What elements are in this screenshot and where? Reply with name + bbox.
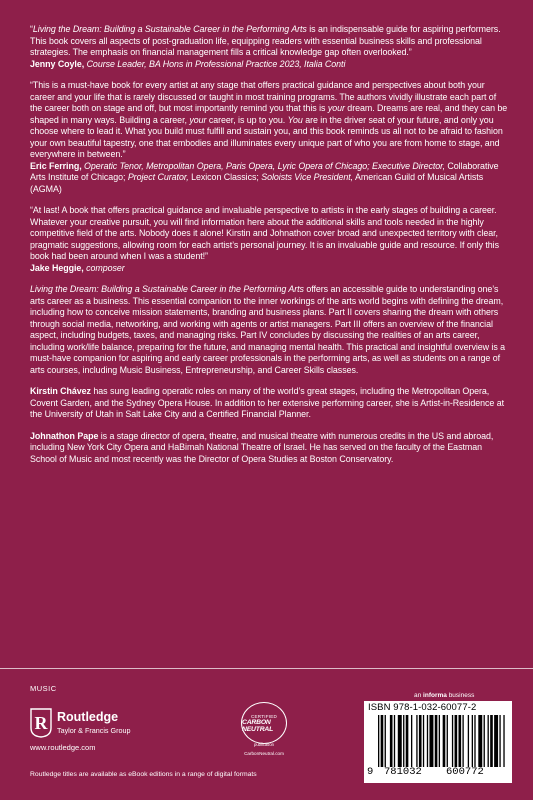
author-bios [30, 386, 508, 465]
informa-prefix: an [414, 692, 424, 699]
publisher-logo [30, 708, 200, 740]
text-run: Lexicon Classics; [188, 172, 262, 182]
text-run: “ [30, 24, 33, 34]
endorser-name: Jake Heggie, [30, 262, 84, 273]
text-run: Course Leader, BA Hons in Professional Practice 2023, Italia Conti [84, 58, 346, 69]
text-run: Operatic Tenor, Metropolitan Opera, Paris Opera, Lyric Opera of Chicago; Executive Director, [81, 160, 445, 171]
author-bio [30, 386, 508, 421]
informa-brand: informa [423, 692, 447, 699]
endorsement-quote [30, 80, 508, 161]
text-run: offers an accessible guide to understanding one’s arts career as a business. This essential companion to the inner workings of the arts world begins with defining the dream, including how to conceive mission statements, branding and business plans. Part II covers sharing the dream with others through social media, networking, and working with agents or artist managers. Part III offers an overview of the financial aspect, including budgets, taxes, and managing risks. Part IV concludes by discussing the realities of an arts career, including work/life balance, preparing for the future, and managing mental health. This practical and insightful overview is a must-have companion for aspiring and early career professionals in the performing arts, as well as students on a range of arts courses, including Music Business, Entrepreneurship, and Career Skills classes. [30, 284, 506, 375]
text-run: “This is a must-have book for every artist at any stage that offers practical guidance and perspectives about both your career and your life that is rarely discussed or taught in most training programs. The authors vividly illustrate each part of the career both on stage and off, but most importantly remind you that this is [30, 80, 497, 113]
author-bio-text: has sung leading operatic roles on many of the world’s great stages, including the Metropolitan Opera, Covent Garden, and the Sydney Opera House. In addition to her extensive performing career, she is Artist-in-Residence at the University of Utah in Salt Lake City and a Certified Financial Planner. [30, 386, 505, 419]
barcode-digit-group-2: 600772 [446, 766, 484, 778]
publisher-name: Routledge [57, 710, 119, 724]
book-description [30, 284, 508, 376]
text-run: your [327, 103, 345, 113]
svg-text:R: R [34, 713, 48, 733]
barcode-icon [378, 715, 506, 767]
text-run: Soloists Vice President, [261, 172, 354, 182]
text-run: You [287, 114, 303, 125]
endorser-name: Eric Ferring, [30, 160, 82, 171]
barcode-digit-lead: 9 [367, 766, 374, 778]
text-run: Project Curator, [127, 172, 189, 182]
text-run: are in the driver seat of your future, and only you choose where to lead it. What you build must fulfill and sustain you, and this book reminds us all not to be afraid to fashion your own beautiful tapestry, one that embodies and illuminates every unique part of who you are from home to stage, and everywhere in between.” [30, 114, 503, 159]
endorsement-attribution [30, 161, 508, 196]
seal-publication: publication [253, 742, 275, 747]
text-run: Living the Dream: Building a Sustainable Career in the Performing Arts [32, 24, 307, 34]
text-run: career, is up to you. [206, 114, 288, 125]
publisher-url[interactable]: www.routledge.com [30, 743, 96, 752]
carbon-neutral-seal [241, 702, 287, 744]
ebook-note: Routledge titles are available as eBook editions in a range of digital formats [30, 771, 257, 778]
informa-note [414, 692, 474, 699]
endorsement-attribution [30, 59, 508, 71]
author-bio-text: is a stage director of opera, theatre, and musical theatre with numerous credits in the US and abroad, including New York City Opera and HaBimah National Theatre of Israel. He has served on the faculty of the Eastman School of Music and most recently was the Director of Opera Studies at Boston Conservatory. [30, 430, 494, 464]
barcode-digit-group-1: 781032 [384, 766, 422, 778]
text-run: American Guild of Musical Artists (AGMA) [30, 172, 484, 194]
isbn-number: ISBN 978-1-032-60077-2 [368, 702, 477, 713]
text-run: is an indispensable guide for aspiring performers. This book covers all aspects of post-graduation life, equipping readers with essential business skills and professional strategies. The emphasis on financial management fills a critical knowledge gap often overlooked.” [30, 24, 501, 57]
text-run: composer [83, 262, 125, 273]
text-run: “At last! A book that offers practical guidance and invaluable perspective to artists in the early stages of building a career. Whatever your creative pursuit, you will find information here about the additional skills and tools needed in the highly competitive field of the arts. Nobody does it alone! Kirstin and Johnathon cover broad and unexpected territory with clear, pragmatic suggestions, allowing room for each artist’s personal journey. It is an invaluable guide and resource. If only this book had been around when I was a student!” [30, 205, 499, 261]
seal-certified: CERTIFIED [251, 713, 277, 719]
routledge-r-icon [30, 708, 52, 738]
author-name: Kirstin Chávez [30, 386, 91, 396]
author-name: Johnathon Pape [30, 430, 99, 441]
cover-text [30, 24, 508, 475]
informa-suffix: business [446, 692, 475, 699]
isbn-barcode-box [364, 701, 512, 783]
subject-category: MUSIC [30, 684, 57, 693]
seal-url: CarbonNeutral.com [244, 751, 284, 756]
divider [0, 668, 533, 669]
author-bio [30, 431, 508, 466]
text-run: dream. Dreams are real, and they can be shaped in many ways. Building a career, [30, 103, 508, 125]
seal-carbon-neutral: CARBON NEUTRAL [242, 718, 274, 733]
publisher-group: Taylor & Francis Group [57, 726, 131, 735]
text-run: your [189, 114, 207, 125]
text-run: Living the Dream: Building a Sustainable Career in the Performing Arts [30, 284, 304, 294]
endorser-name: Jenny Coyle, [30, 58, 85, 69]
endorsement-quote [30, 24, 508, 59]
endorsement-quote [30, 205, 508, 263]
text-run: Collaborative Arts Institute of Chicago; [30, 160, 499, 182]
endorsements [30, 24, 508, 274]
endorsement-attribution [30, 263, 508, 275]
